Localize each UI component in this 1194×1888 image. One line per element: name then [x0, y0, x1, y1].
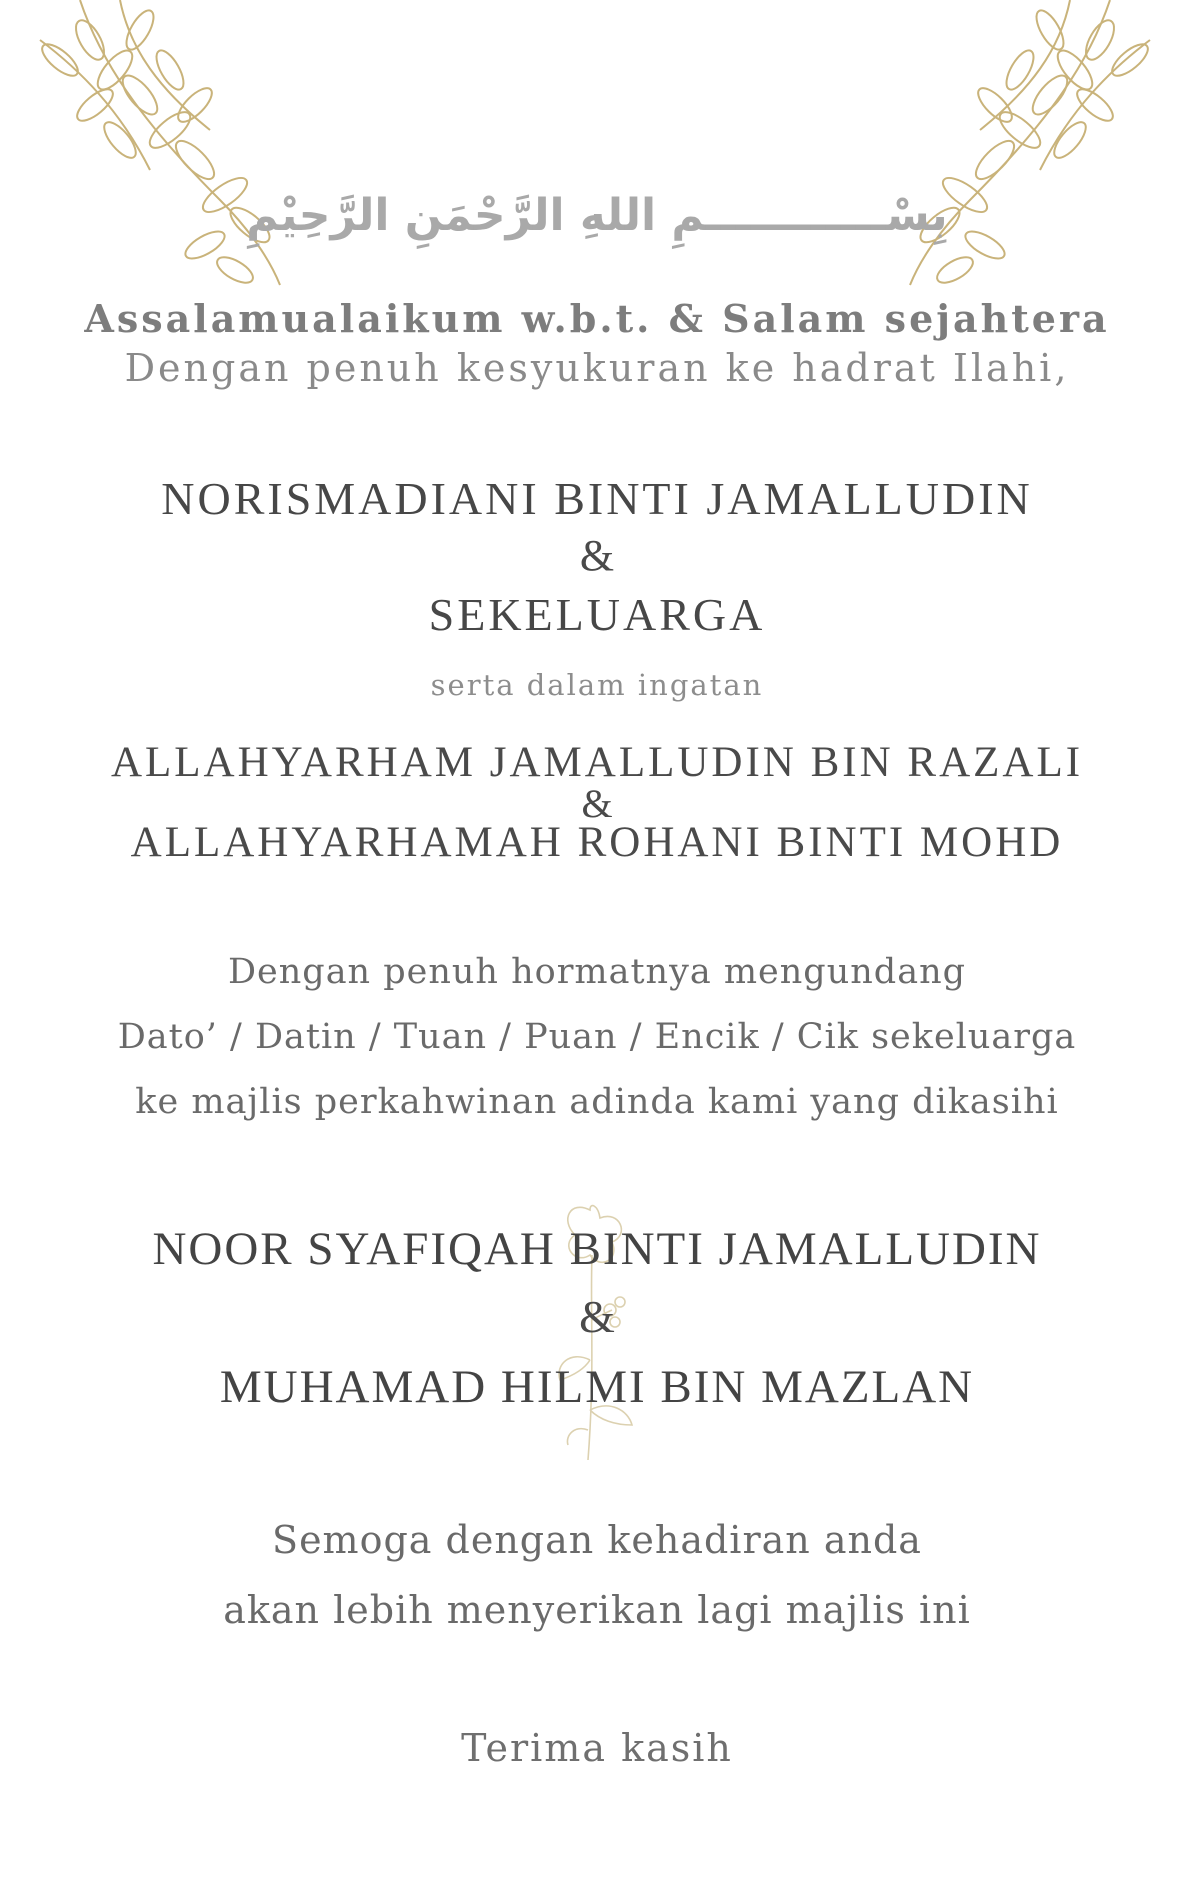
right-foliage-icon: [870, 0, 1170, 290]
host-family: SEKELUARGA: [428, 589, 766, 640]
host-ampersand: &: [579, 531, 615, 580]
invitation-line-1: Dengan penuh hormatnya mengundang: [227, 952, 967, 992]
host-name: NORISMADIANI BINTI JAMALLUDIN: [161, 473, 1033, 524]
basmala: بِسْــــــــــــمِ اللهِ الرَّحْمَنِ الرَّحِيْمِ: [246, 190, 948, 241]
invitation-line-3: ke majlis perkahwinan adinda kami yang dikasihi: [135, 1082, 1059, 1122]
invitation-line-2: Dato’ / Datin / Tuan / Puan / Encik / Cik sekeluarga: [117, 1017, 1077, 1057]
syukur-line: Dengan penuh kesyukuran ke hadrat Ilahi,: [124, 346, 1070, 390]
memoriam-intro: serta dalam ingatan: [430, 668, 764, 702]
closing-line-1: Semoga dengan kehadiran anda: [272, 1518, 922, 1562]
groom-name: MUHAMAD HILMI BIN MAZLAN: [219, 1361, 975, 1413]
memoriam-father: ALLAHYARHAM JAMALLUDIN BIN RAZALI: [110, 739, 1084, 786]
memoriam-ampersand: &: [581, 781, 613, 826]
thanks-text: Terima kasih: [461, 1726, 733, 1770]
bride-name: NOOR SYAFIQAH BINTI JAMALLUDIN: [152, 1223, 1042, 1275]
memoriam-mother: ALLAHYARHAMAH ROHANI BINTI MOHD: [130, 819, 1064, 866]
left-foliage-icon: [20, 0, 320, 290]
couple-ampersand: &: [579, 1291, 615, 1342]
closing-line-2: akan lebih menyerikan lagi majlis ini: [223, 1588, 971, 1632]
salam-greeting: Assalamualaikum w.b.t. & Salam sejahtera: [84, 296, 1110, 341]
